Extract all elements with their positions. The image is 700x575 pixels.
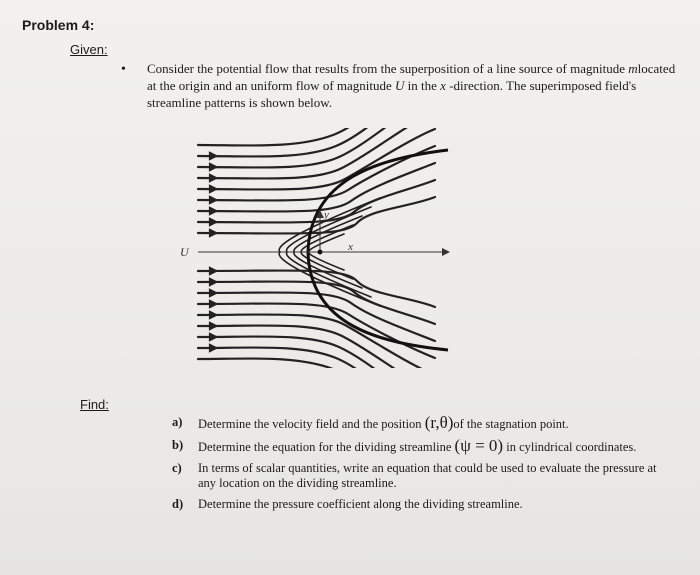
given-text-part1: Consider the potential flow that results from the superposition of a line source of magnitude [147, 61, 629, 76]
bullet: • [121, 62, 126, 77]
flow-arrow [210, 164, 216, 170]
given-text-part2: located at the origin and an uniform flow of magnitude [147, 61, 676, 93]
given-text-part3: in the [404, 78, 441, 93]
find-item-text: In terms of scalar quantities, write an equation that could be used to evaluate the pressure at any location on the dividing streamline. [198, 461, 657, 490]
find-item-text [198, 438, 672, 455]
find-item-b [172, 438, 672, 455]
find-item-text-part: Determine the velocity field and the position [198, 417, 425, 431]
x-axis-label: x [348, 241, 353, 253]
given-text [147, 60, 677, 111]
find-item-label: a) [172, 415, 183, 429]
uniform-flow-symbol: U [395, 78, 405, 93]
flow-arrow [210, 219, 216, 225]
find-item-text-part: Determine the equation for the dividing streamline [198, 440, 455, 454]
x-axis-arrowhead [442, 248, 450, 256]
problem-title: Problem 4: [22, 17, 95, 33]
find-list [172, 415, 672, 518]
find-label: Find: [80, 397, 109, 412]
streamline [198, 358, 435, 368]
find-item-a [172, 415, 672, 432]
uniform-flow-label: U [180, 245, 189, 259]
find-item-label: d) [172, 497, 184, 511]
find-item-label: c) [172, 461, 182, 475]
origin-point [318, 250, 323, 255]
flow-arrow [210, 175, 216, 181]
dividing-streamline-math: (ψ = 0) [454, 436, 504, 455]
find-item-label: b) [172, 438, 184, 452]
streamline [198, 128, 435, 179]
streamline-diagram [180, 128, 460, 368]
y-axis-label: y [324, 209, 329, 221]
flow-arrow [210, 208, 216, 214]
given-text-part4: -direction. The superimposed field's streamline patterns is shown below. [147, 78, 637, 110]
x-direction-symbol: x [440, 78, 446, 93]
streamline [198, 128, 435, 146]
find-item-text-part: of the stagnation point. [453, 417, 569, 431]
flow-arrow [210, 197, 216, 203]
stagnation-point-math: (r,θ) [424, 413, 454, 432]
flow-arrow [210, 153, 216, 159]
given-label: Given: [70, 42, 108, 57]
find-item-c [172, 461, 672, 491]
find-item-d [172, 497, 672, 512]
find-item-text: Determine the pressure coefficient along the dividing streamline. [198, 497, 523, 511]
find-item-text-part: in cylindrical coordinates. [503, 440, 637, 454]
find-item-text [198, 415, 672, 432]
source-strength-symbol: m [628, 61, 638, 76]
flow-arrow [210, 186, 216, 192]
flow-arrow [210, 230, 216, 236]
lower-streamlines [198, 270, 435, 368]
